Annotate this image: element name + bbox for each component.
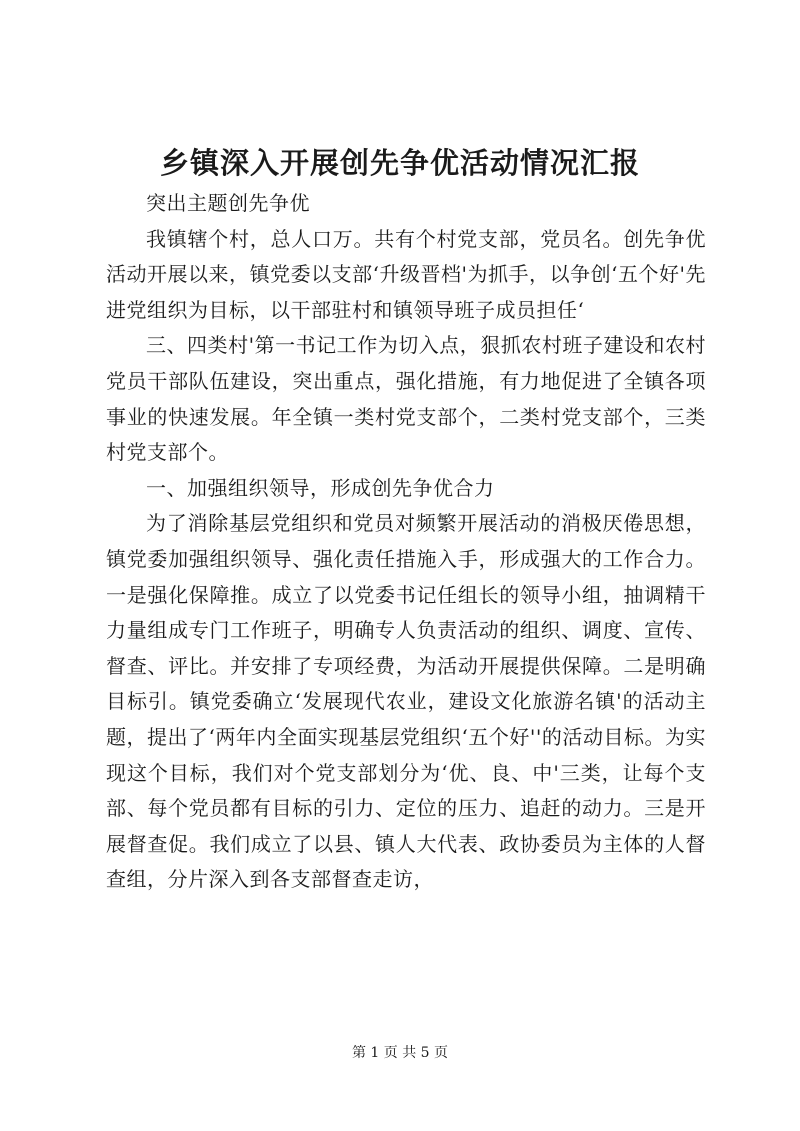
section-heading-1: 一、加强组织领导，形成创先争优合力 (146, 475, 495, 500)
paragraph-intro: 我镇辖个村，总人口万。共有个村党支部，党员名。创先争优活动开展以来，镇党委以支部‘升级晋档'为抓手，以争创‘五个好'先进党组织为目标，以干部驻村和镇领导班子成员担任‘ (106, 226, 706, 322)
paragraph-subtitle: 突出主题创先争优 (146, 191, 310, 215)
paragraph-section-1: 为了消除基层党组织和党员对频繁开展活动的消极厌倦思想，镇党委加强组织领导、强化责任措施入手，形成强大的工作合力。一是强化保障推。成立了以党委书记任组长的领导小组，抽调精干力量组成专门工作班子，明确专人负责活动的组织、调度、宣传、督查、评比。并安排了专项经费，为活动开展提供保障。二是明确目标引。镇党委确立‘发展现代农业，建设文化旅游名镇'的活动主题，提出了‘两年内全面实现基层党组织‘五个好''的活动目标。为实现这个目标，我们对个党支部划分为‘优、良、中'三类，让每个支部、每个党员都有目标的引力、定位的压力、追赶的动力。三是开展督查促。我们成立了以县、镇人大代表、政协委员为主体的人督查组，分片深入到各支部督查走访， (106, 511, 706, 892)
paragraph-intro-continued: 三、四类村'第一书记工作为切入点，狠抓农村班子建设和农村党员干部队伍建设，突出重点，强化措施，有力地促进了全镇各项事业的快速发展。年全镇一类村党支部个，二类村党支部个，三类村党支部个。 (106, 333, 706, 465)
document-body (106, 186, 706, 898)
page-number-footer: 第 1 页 共 5 页 (351, 1045, 449, 1061)
document-title: 乡镇深入开展创先争优活动情况汇报 (159, 146, 640, 180)
